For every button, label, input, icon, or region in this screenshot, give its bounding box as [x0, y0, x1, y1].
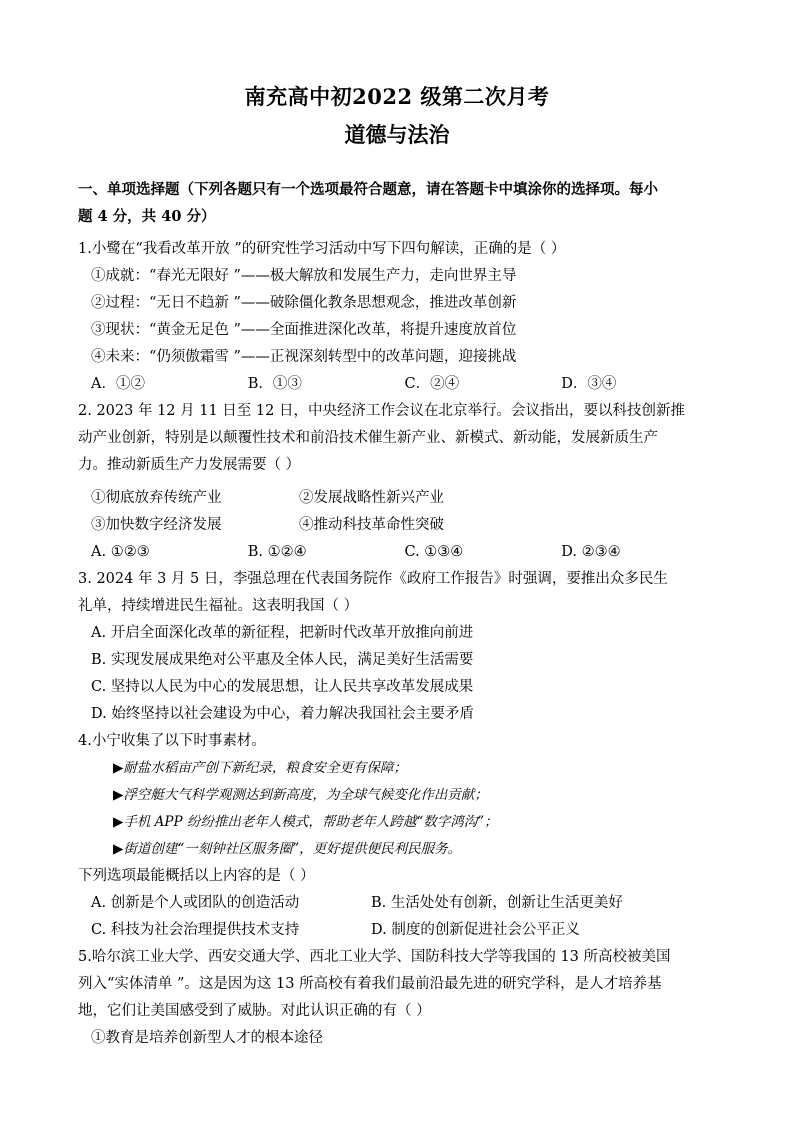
- answer-option: C. 坚持以人民为中心的发展思想，让人民共享改革发展成果: [91, 679, 474, 695]
- statement-item: ③加快数字经济发展: [91, 517, 222, 533]
- section-heading-line: 一、单项选择题（下列各题只有一个选项最符合题意，请在答题卡中填涂你的选择项。每小: [78, 181, 658, 198]
- exam-subject: 道德与法治: [344, 122, 450, 147]
- question-stem-line: 地，它们让美国感受到了威胁。对此认识正确的有（ ）: [78, 1003, 431, 1019]
- answer-option: A．①②: [91, 376, 145, 392]
- question-4: [78, 728, 718, 944]
- answer-option: C. 科技为社会治理提供技术支持: [91, 922, 300, 938]
- material-item: ▶耐盐水稻亩产创下新纪录，粮食安全更有保障；: [113, 760, 407, 776]
- statement-row: [78, 485, 718, 512]
- answer-option: A. 创新是个人或团队的创造活动: [91, 895, 300, 911]
- answer-option: D. ②③④: [561, 544, 621, 560]
- question-stem-line: 礼单，持续增进民生福祉。这表明我国（ ）: [78, 598, 359, 614]
- question-stem: 4.小宁收集了以下时事素材。: [78, 733, 266, 749]
- question-stem-line: 动产业创新，特别是以颠覆性技术和前沿技术催生新产业、新模式、新动能，发展新质生产: [78, 430, 658, 446]
- answer-option: B. ①②④: [247, 544, 307, 560]
- answer-options: [78, 917, 718, 944]
- statement-item: ③现状：“黄金无足色 ”——全面推进深化改革，将提升速度放首位: [91, 322, 517, 338]
- answer-option: C．②④: [404, 376, 460, 392]
- exam-header: [0, 80, 794, 152]
- answer-option: D. 制度的创新促进社会公平正义: [371, 922, 580, 938]
- question-stem-line: 力。推动新质生产力发展需要（ ）: [78, 457, 301, 473]
- answer-options: [78, 539, 718, 566]
- answer-option: A. 开启全面深化改革的新征程，把新时代改革开放推向前进: [91, 625, 474, 641]
- material-item: ▶街道创建“一刻钟社区服务圈”，更好提供便民利民服务。: [113, 841, 462, 857]
- answer-option: D．③④: [561, 376, 617, 392]
- statement-item: ②过程：“无日不趋新 ”——破除僵化教条思想观念，推进改革创新: [91, 295, 517, 311]
- question-prompt: 下列选项最能概括以上内容的是（ ）: [78, 868, 315, 884]
- answer-options: [78, 371, 718, 398]
- answer-option: B．①③: [247, 376, 302, 392]
- question-stem: 1.小鹭在“我看改革开放 ”的研究性学习活动中写下四句解读，正确的是（ ）: [78, 241, 566, 257]
- question-stem-line: 5.哈尔滨工业大学、西安交通大学、西北工业大学、国防科技大学等我国的 13 所高校被美国: [78, 949, 671, 965]
- answer-option: B. 实现发展成果绝对公平惠及全体人民，满足美好生活需要: [91, 652, 474, 668]
- statement-row: [78, 512, 718, 539]
- question-stem-line: 3. 2024 年 3 月 5 日，李强总理在代表国务院作《政府工作报告》时强调，要推出众多民生: [78, 571, 668, 587]
- statement-item: ①教育是培养创新型人才的根本途径: [91, 1030, 323, 1046]
- material-item: ▶手机 APP 纷纷推出老年人模式，帮助老年人跨越“数字鸿沟”；: [113, 814, 498, 830]
- question-5: [78, 944, 718, 1052]
- question-3: [78, 566, 718, 728]
- statement-item: ②发展战略性新兴产业: [299, 490, 444, 506]
- section-heading-line: 题 4 分，共 40 分）: [78, 208, 216, 225]
- question-stem-line: 列入“实体清单 ”。这是因为这 13 所高校有着我们最前沿最先进的研究学科，是人才培养基: [78, 976, 662, 992]
- question-1: [78, 236, 718, 398]
- material-item: ▶浮空艇大气科学观测达到新高度，为全球气候变化作出贡献；: [113, 787, 488, 803]
- section-heading: [78, 176, 718, 230]
- statement-item: ④未来：“仍须傲霜雪 ”——正视深刻转型中的改革问题，迎接挑战: [91, 349, 517, 365]
- question-2: [78, 398, 718, 566]
- answer-option: A. ①②③: [91, 544, 150, 560]
- answer-option: B. 生活处处有创新，创新让生活更美好: [371, 895, 623, 911]
- answer-option: D. 始终坚持以社会建设为中心，着力解决我国社会主要矛盾: [91, 706, 474, 722]
- exam-title: 南充高中初2022 级第二次月考: [244, 84, 550, 109]
- question-stem-line: 2. 2023 年 12 月 11 日至 12 日，中央经济工作会议在北京举行。会议指出，要以科技创新推: [78, 403, 685, 419]
- exam-content: [78, 176, 718, 1052]
- statement-item: ①成就：“春光无限好 ”——极大解放和发展生产力，走向世界主导: [91, 268, 517, 284]
- answer-options: [78, 890, 718, 917]
- statement-item: ①彻底放弃传统产业: [91, 490, 222, 506]
- answer-option: C. ①③④: [404, 544, 464, 560]
- statement-item: ④推动科技革命性突破: [299, 517, 444, 533]
